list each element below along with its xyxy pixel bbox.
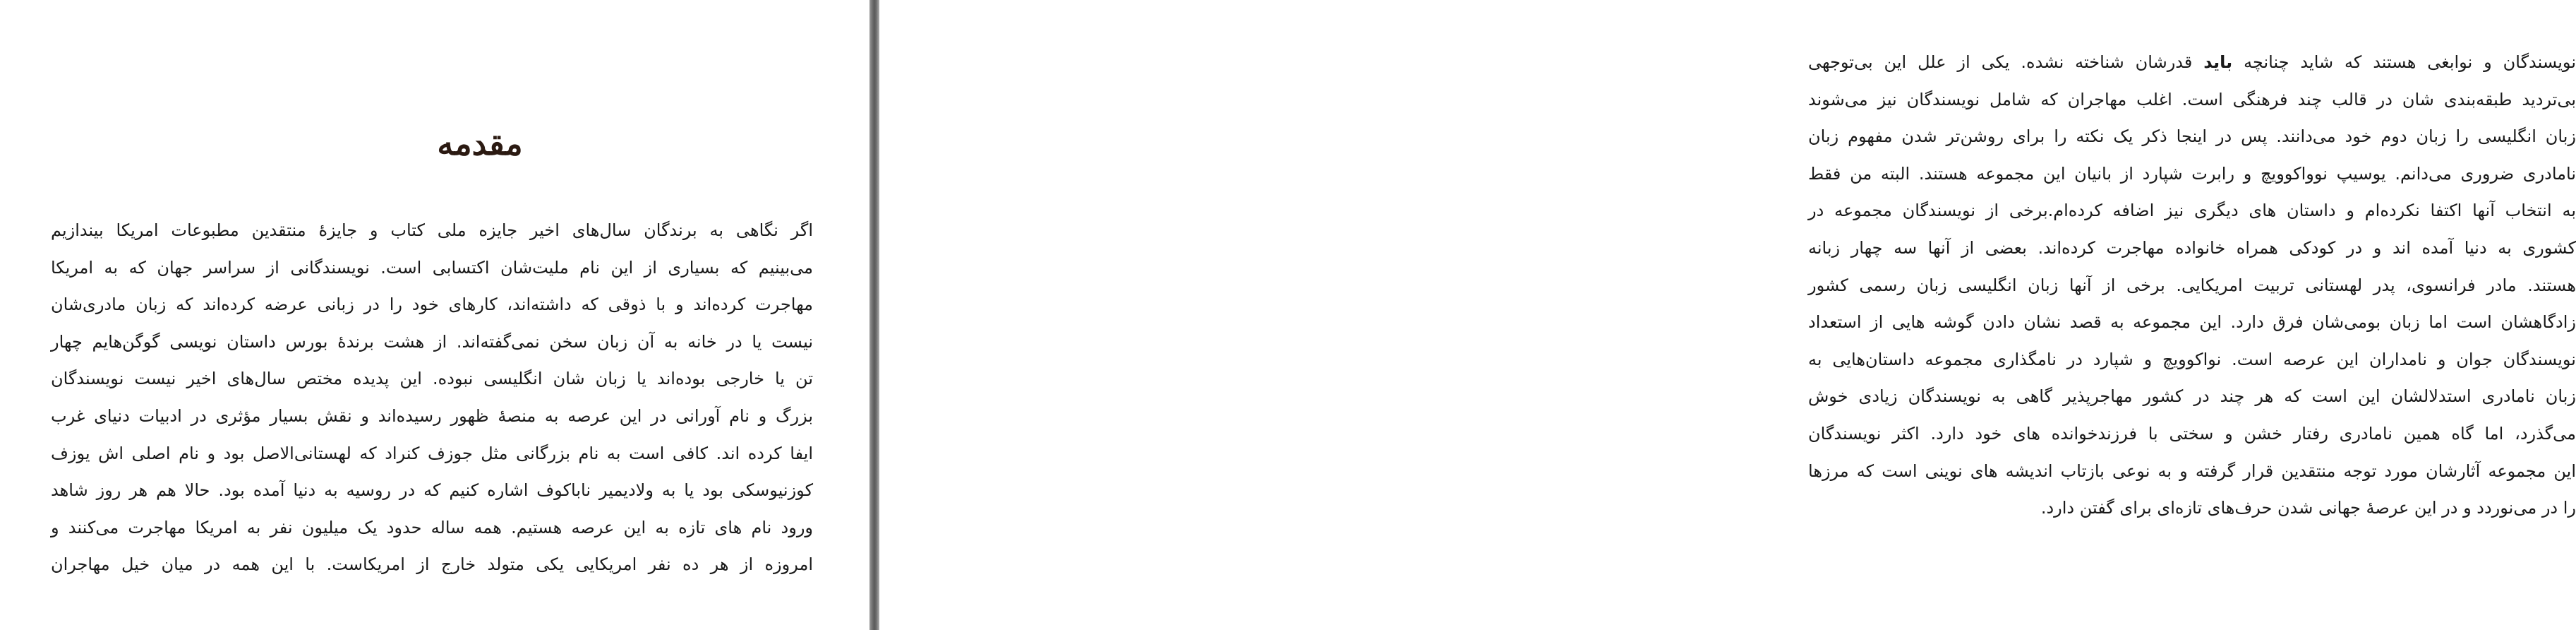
- text-line: کشوری به دنیا آمده اند و در کودکی همراه خانواده مهاجرت کرده‌اند. بعضی از آنها سه چهار زبانه: [1808, 237, 2576, 258]
- text-line: زادگاهشان است اما زبان بومی‌شان فرق دارد. این مجموعه به قصد نشان دادن گوشه هایی از استعداد: [1808, 312, 2576, 333]
- text-line: زبان انگلیسی را زبان دوم خود می‌دانند. پس در اینجا ذکر یک نکته را برای روشن‌تر شدن مفهوم زبان: [1808, 126, 2576, 147]
- text-line: به انتخاب آنها اکتفا نکرده‌ام و داستان های دیگری نیز اضافه کرده‌ام.برخی از نویسندگان مجموعه در: [1808, 201, 2576, 221]
- text-line: مهاجرت کرده‌اند و با ذوقی که داشته‌اند، کارهای خود را در زبانی عرضه کرده‌اند که زبان مادری‌شان: [51, 295, 813, 315]
- right-page-body: [1808, 44, 2576, 527]
- chapter-heading: مقدمه: [437, 124, 523, 162]
- text-line: کوزنیوسکی بود یا به ولادیمیر ناباکوف اشاره کنیم که در روسیه به دنیا آمده بود. حالا هم هر روز شاهد: [51, 480, 813, 501]
- text-line: می‌گذرد، اما گاه همین نامادری رفتار خشن و سختی با فرزندخوانده های خود دارد. اکثر نویسندگان: [1808, 423, 2576, 444]
- book-gutter: [869, 0, 879, 630]
- text-segment: قدرشان شناخته نشده. یکی از علل این بی‌توجهی: [1808, 52, 2193, 72]
- left-page-body: [51, 212, 813, 583]
- text-line: ایفا کرده اند. کافی است به نام بزرگانی مثل جوزف کنراد که لهستانی‌الاصل بود و نام اصلی اش یوزف: [51, 443, 813, 463]
- text-segment: نویسندگان و نوابغی هستند که شاید چنانچه: [2244, 52, 2576, 72]
- left-page: [0, 0, 869, 630]
- text-line-first: [1808, 44, 2576, 81]
- text-line: هستند. مادر فرانسوی، پدر لهستانی تربیت امریکایی. برخی از آنها زبان انگلیسی زبان رسمی کشور: [1808, 275, 2576, 295]
- text-line: زبان نامادری استدلالشان این است که هر چند در کشور مهاجرپذیر گاهی به نویسندگان زیادی خوش: [1808, 386, 2576, 407]
- text-line: نامادری ضروری می‌دانم. یوسیپ نوواکوویچ و رابرت شپارد از بانیان این مجموعه هستند. البته من فقط: [1808, 163, 2576, 184]
- text-line: می‌بینیم که بسیاری از این نام ملیت‌شان اکتسابی است. نویسندگانی از سراسر جهان که به امریکا: [51, 257, 813, 278]
- text-line: نویسندگان جوان و نامداران این عرصه است. نواکوویچ و شپارد در نامگذاری مجموعه داستان‌هایی به: [1808, 349, 2576, 369]
- text-line-last: را در می‌نوردد و در این عرصهٔ جهانی شدن حرف‌های تازه‌ای برای گفتن دارد.: [2040, 498, 2576, 518]
- right-page: [879, 0, 2576, 630]
- bold-word: باید: [2203, 52, 2233, 72]
- text-line: بزرگ و نام آورانی در این عرصه به منصهٔ ظهور رسیده‌اند و نقش بسیار مؤثری در ادبیات دنیای غرب: [51, 405, 813, 426]
- text-line: ورود نام های تازه به این عرصه هستیم. همه ساله حدود یک میلیون نفر به امریکا مهاجرت می‌کنند و: [51, 517, 813, 537]
- text-line: نیست یا در خانه به آن زبان سخن نمی‌گفته‌اند. از هشت برندهٔ بورس داستان نویسی گوگن‌هایم چهار: [51, 331, 813, 352]
- text-line: امروزه از هر ده نفر امریکایی یکی متولد خارج از امریکاست. با این همه در میان خیل مهاجران: [51, 554, 813, 575]
- text-line: تن یا خارجی بوده‌اند یا زبان شان انگلیسی نبوده. این پدیده مختص سال‌های اخیر نیست نویسندگان: [51, 369, 813, 389]
- text-line: بی‌تردید طبقه‌بندی شان در قالب چند فرهنگی است. اغلب مهاجران که شامل نویسندگان نیز می‌شوند: [1808, 89, 2576, 109]
- text-line: این مجموعه آثارشان مورد توجه منتقدین قرار گرفته و به نوعی بازتاب اندیشه های نوینی است که مرزها: [1808, 460, 2576, 481]
- text-line: اگر نگاهی به برندگان سال‌های اخیر جایزه ملی کتاب و جایزهٔ منتقدین مطبوعات امریکا بیندازیم: [51, 220, 813, 240]
